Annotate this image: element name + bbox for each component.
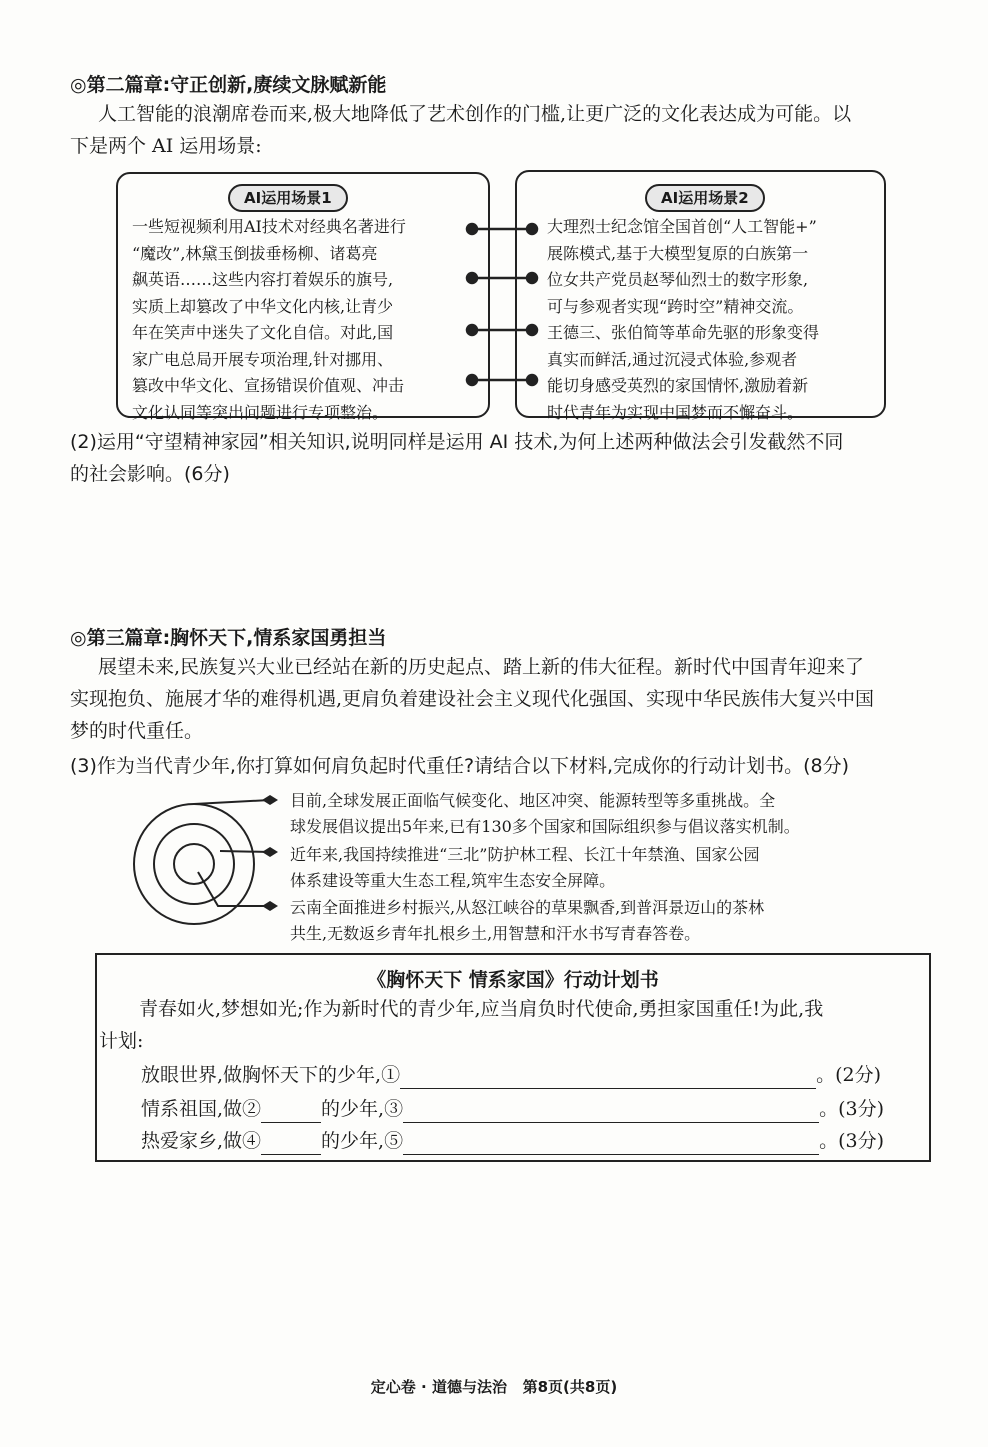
question2-line1: (2)运用“守望精神家园”相关知识,说明同样是运用 AI 技术,为何上述两种做法会引发截然不同 bbox=[70, 431, 844, 453]
material-2-line2: 体系建设等重大生态工程,筑牢生态安全屏障。 bbox=[290, 871, 616, 890]
section3-intro-line3: 梦的时代重任。 bbox=[70, 720, 204, 742]
scene1-line: 文化认同等突出问题进行专项整治。 bbox=[132, 402, 389, 422]
scene2-line: 能切身感受英烈的家国情怀,激励着新 bbox=[547, 376, 809, 395]
answer-blank-4[interactable] bbox=[261, 1130, 321, 1155]
plan-row-2 bbox=[141, 1095, 884, 1123]
scene1-line: 家广电总局开展专项治理,针对挪用、 bbox=[132, 349, 394, 369]
scene2-tag: AI运用场景2 bbox=[645, 184, 765, 212]
scene1-line: 飙英语……这些内容打着娱乐的旗号, bbox=[132, 270, 394, 289]
section2-intro-line1: 人工智能的浪潮席卷而来,极大地降低了艺术创作的门槛,让更广泛的文化表达成为可能。以 bbox=[98, 103, 852, 125]
plan-row-2-prefix: 情系祖国,做② bbox=[141, 1098, 262, 1120]
plan-row-1 bbox=[141, 1061, 881, 1089]
plan-row-3 bbox=[141, 1127, 884, 1155]
material-1 bbox=[290, 788, 800, 840]
material-3-line2: 共生,无数返乡青年扎根乡土,用智慧和汗水书写青春答卷。 bbox=[290, 924, 701, 943]
material-2-line1: 近年来,我国持续推进“三北”防护林工程、长江十年禁渔、国家公园 bbox=[290, 845, 760, 864]
plan-intro-line2: 计划: bbox=[99, 1030, 144, 1052]
section3-intro-line2: 实现抱负、施展才华的难得机遇,更肩负着建设社会主义现代化强国、实现中华民族伟大复兴中国 bbox=[70, 688, 875, 710]
section2-intro-line2: 下是两个 AI 运用场景: bbox=[70, 135, 262, 157]
answer-blank-1[interactable] bbox=[400, 1064, 816, 1089]
material-3-line1: 云南全面推进乡村振兴,从怒江峡谷的草果飘香,到普洱景迈山的茶林 bbox=[290, 898, 765, 917]
scene1-line: 一些短视频利用AI技术对经典名著进行 bbox=[132, 217, 406, 236]
scene2-line: 时代青年为实现中国梦而不懈奋斗。 bbox=[547, 402, 804, 422]
answer-blank-2[interactable] bbox=[261, 1098, 321, 1123]
scene1-tag: AI运用场景1 bbox=[228, 184, 348, 212]
action-plan-box bbox=[95, 953, 931, 1162]
scene1-box bbox=[116, 172, 490, 422]
plan-row-3-middle: 的少年,⑤ bbox=[321, 1130, 404, 1152]
question2-line2: 的社会影响。(6分) bbox=[70, 463, 230, 485]
concentric-circles-diagram bbox=[130, 784, 290, 944]
scene1-line: 年在笑声中迷失了文化自信。对此,国 bbox=[132, 323, 394, 342]
question3: (3)作为当代青少年,你打算如何肩负起时代重任?请结合以下材料,完成你的行动计划书。(8分) bbox=[70, 755, 849, 777]
scene2-line: 位女共产党员赵琴仙烈士的数字形象, bbox=[547, 270, 809, 289]
page-footer: 定心卷 · 道德与法治 第8页(共8页) bbox=[370, 1378, 618, 1396]
plan-row-2-middle: 的少年,③ bbox=[321, 1098, 404, 1120]
scene2-line: 真实而鲜活,通过沉浸式体验,参观者 bbox=[547, 349, 798, 369]
scene1-line: 篡改中华文化、宣扬错误价值观、冲击 bbox=[132, 376, 405, 395]
plan-intro-line1: 青春如火,梦想如光;作为新时代的青少年,应当肩负时代使命,勇担家国重任!为此,我 bbox=[139, 998, 824, 1020]
plan-row-1-suffix: 。(2分) bbox=[816, 1064, 882, 1086]
scene2-box bbox=[515, 170, 886, 422]
material-3 bbox=[290, 895, 764, 947]
scene1-text bbox=[132, 214, 482, 426]
answer-blank-3[interactable] bbox=[403, 1098, 819, 1123]
plan-row-3-prefix: 热爱家乡,做④ bbox=[141, 1130, 262, 1152]
scene2-line: 王德三、张伯简等革命先驱的形象变得 bbox=[547, 323, 820, 342]
material-1-line2: 球发展倡议提出5年来,已有130多个国家和国际组织参与倡议落实机制。 bbox=[290, 817, 800, 836]
answer-blank-5[interactable] bbox=[403, 1130, 819, 1155]
material-2 bbox=[290, 842, 759, 894]
section3-heading: ◎第三篇章:胸怀天下,情系家国勇担当 bbox=[70, 627, 387, 649]
plan-title: 《胸怀天下 情系家国》行动计划书 bbox=[367, 969, 659, 991]
connector-lines bbox=[460, 210, 550, 390]
plan-row-1-prefix: 放眼世界,做胸怀天下的少年,① bbox=[141, 1064, 401, 1086]
material-1-line1: 目前,全球发展正面临气候变化、地区冲突、能源转型等多重挑战。全 bbox=[290, 791, 776, 810]
section3-intro-line1: 展望未来,民族复兴大业已经站在新的历史起点、踏上新的伟大征程。新时代中国青年迎来了 bbox=[98, 656, 865, 678]
scene2-line: 展陈模式,基于大模型复原的白族第一 bbox=[547, 243, 809, 263]
section2-heading: ◎第二篇章:守正创新,赓续文脉赋新能 bbox=[70, 74, 387, 96]
scene2-line: 大理烈士纪念馆全国首创“人工智能+” bbox=[547, 217, 817, 236]
scene1-line: 实质上却篡改了中华文化内核,让青少 bbox=[132, 296, 394, 316]
plan-row-2-suffix: 。(3分) bbox=[819, 1098, 885, 1120]
scene2-line: 可与参观者实现“跨时空”精神交流。 bbox=[547, 296, 804, 316]
scene2-text bbox=[547, 214, 883, 426]
scene1-line: “魔改”,林黛玉倒拔垂杨柳、诸葛亮 bbox=[132, 243, 378, 263]
plan-row-3-suffix: 。(3分) bbox=[819, 1130, 885, 1152]
